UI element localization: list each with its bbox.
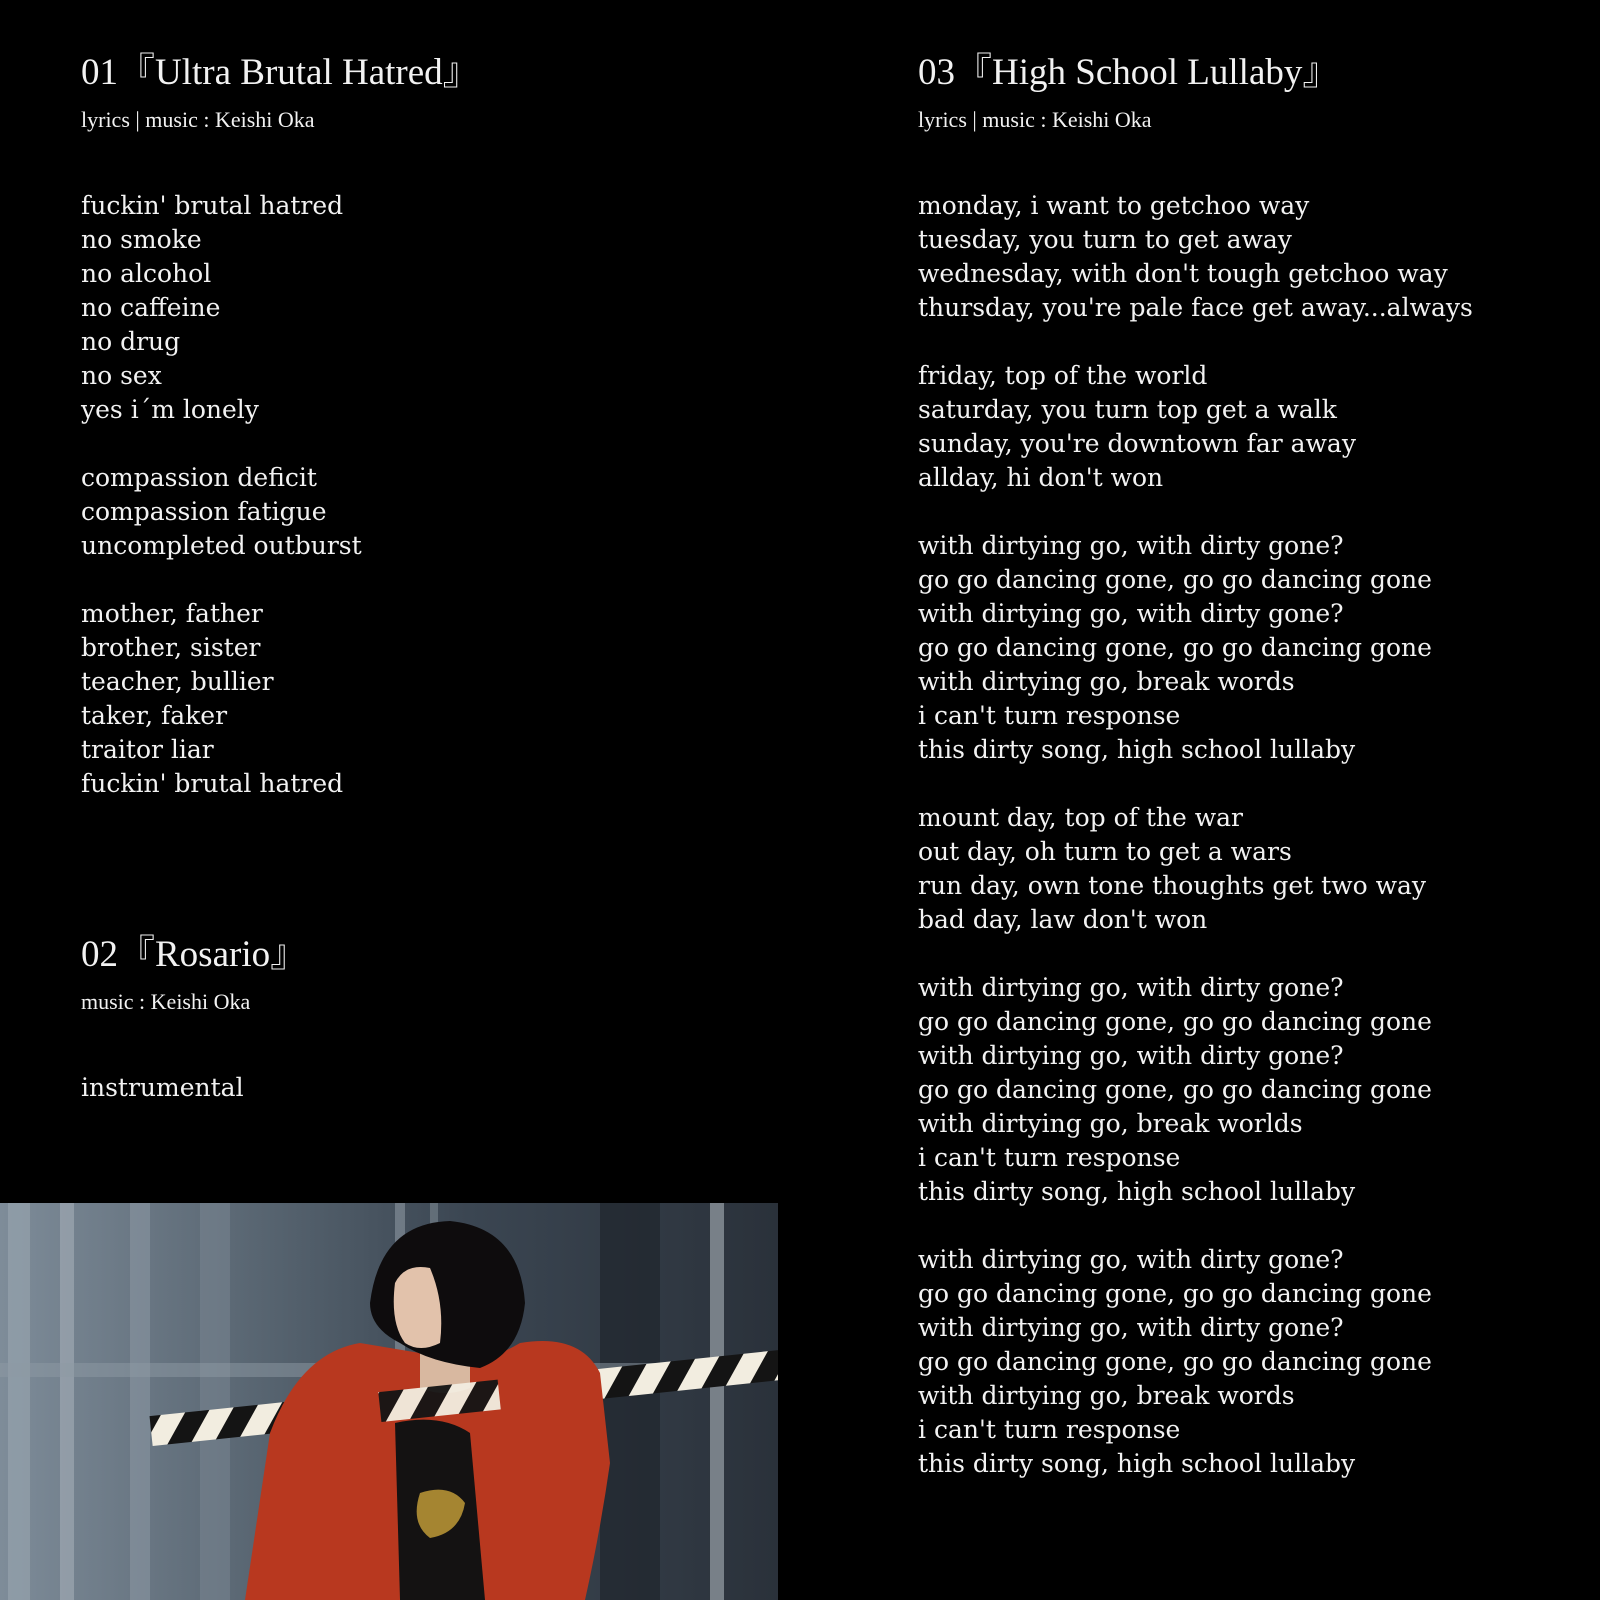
lyric-line: out day, oh turn to get a wars: [918, 837, 1292, 866]
lyric-line: with dirtying go, with dirty gone?: [918, 1041, 1344, 1070]
lyric-line: with dirtying go, with dirty gone?: [918, 1313, 1344, 1342]
lyric-line: go go dancing gone, go go dancing gone: [918, 565, 1432, 594]
lyric-line: compassion deficit: [81, 463, 317, 492]
lyric-line: monday, i want to getchoo way: [918, 191, 1310, 220]
lyric-line: fuckin' brutal hatred: [81, 769, 344, 798]
stanza: [918, 1243, 1578, 1481]
stanza: [918, 971, 1578, 1209]
lyric-line: no caffeine: [81, 293, 221, 322]
lyric-line: i can't turn response: [918, 1143, 1181, 1172]
lyric-line: bad day, law don't won: [918, 905, 1208, 934]
lyric-line: go go dancing gone, go go dancing gone: [918, 1279, 1432, 1308]
lyric-line: taker, faker: [81, 701, 228, 730]
lyric-line: i can't turn response: [918, 1415, 1181, 1444]
lyrics: [918, 189, 1578, 1481]
lyric-line: no alcohol: [81, 259, 212, 288]
lyric-line: instrumental: [81, 1073, 244, 1102]
lyric-line: thursday, you're pale face get away...always: [918, 293, 1473, 322]
lyric-line: uncompleted outburst: [81, 531, 362, 560]
lyrics: [81, 189, 781, 801]
lyric-line: go go dancing gone, go go dancing gone: [918, 1075, 1432, 1104]
lyric-line: traitor liar: [81, 735, 214, 764]
lyric-line: brother, sister: [81, 633, 261, 662]
lyric-line: with dirtying go, with dirty gone?: [918, 1245, 1344, 1274]
song-03: [918, 48, 1578, 1481]
song-01: [81, 48, 781, 801]
lyric-line: fuckin' brutal hatred: [81, 191, 344, 220]
lyric-line: i can't turn response: [918, 701, 1181, 730]
lyric-line: allday, hi don't won: [918, 463, 1164, 492]
stanza: [81, 1071, 307, 1105]
right-column: [918, 48, 1578, 1481]
song-02: [81, 930, 307, 1105]
stanza: [918, 189, 1578, 325]
lyric-line: with dirtying go, break words: [918, 1381, 1295, 1410]
lyric-line: mother, father: [81, 599, 263, 628]
lyric-line: tuesday, you turn to get away: [918, 225, 1292, 254]
song-credit: lyrics | music : Keishi Oka: [81, 107, 315, 132]
lyric-line: with dirtying go, with dirty gone?: [918, 531, 1344, 560]
band-photo: [0, 1203, 778, 1600]
lyric-line: sunday, you're downtown far away: [918, 429, 1356, 458]
lyric-line: teacher, bullier: [81, 667, 274, 696]
left-column: [81, 48, 781, 801]
lyric-line: with dirtying go, break worlds: [918, 1109, 1303, 1138]
lyric-line: this dirty song, high school lullaby: [918, 1177, 1356, 1206]
stanza: [81, 189, 781, 427]
lyric-line: with dirtying go, break words: [918, 667, 1295, 696]
stanza: [81, 597, 781, 801]
lyric-line: no sex: [81, 361, 162, 390]
song-title: 02『Rosario』: [81, 934, 308, 975]
song-title: 03『High School Lullaby』: [918, 52, 1340, 93]
lyric-line: saturday, you turn top get a walk: [918, 395, 1337, 424]
lyric-line: go go dancing gone, go go dancing gone: [918, 1347, 1432, 1376]
lyric-line: mount day, top of the war: [918, 803, 1243, 832]
song-title: 01『Ultra Brutal Hatred』: [81, 52, 480, 93]
stanza: [918, 359, 1578, 495]
lyrics: [81, 1071, 307, 1105]
lyric-line: wednesday, with don't tough getchoo way: [918, 259, 1448, 288]
lyric-line: go go dancing gone, go go dancing gone: [918, 1007, 1432, 1036]
stanza: [81, 461, 781, 563]
lyric-line: run day, own tone thoughts get two way: [918, 871, 1427, 900]
lyric-line: yes i´m lonely: [81, 395, 259, 424]
lyric-line: go go dancing gone, go go dancing gone: [918, 633, 1432, 662]
lyric-line: with dirtying go, with dirty gone?: [918, 973, 1344, 1002]
stanza: [918, 529, 1578, 767]
lyric-line: compassion fatigue: [81, 497, 327, 526]
lyric-line: this dirty song, high school lullaby: [918, 735, 1356, 764]
lyric-line: this dirty song, high school lullaby: [918, 1449, 1356, 1478]
song-credit: music : Keishi Oka: [81, 989, 251, 1014]
lyric-line: with dirtying go, with dirty gone?: [918, 599, 1344, 628]
lyric-line: no drug: [81, 327, 181, 356]
stanza: [918, 801, 1578, 937]
lyric-line: friday, top of the world: [918, 361, 1208, 390]
band-photo-illustration: [0, 1203, 778, 1600]
song-credit: lyrics | music : Keishi Oka: [918, 107, 1152, 132]
lyric-line: no smoke: [81, 225, 202, 254]
